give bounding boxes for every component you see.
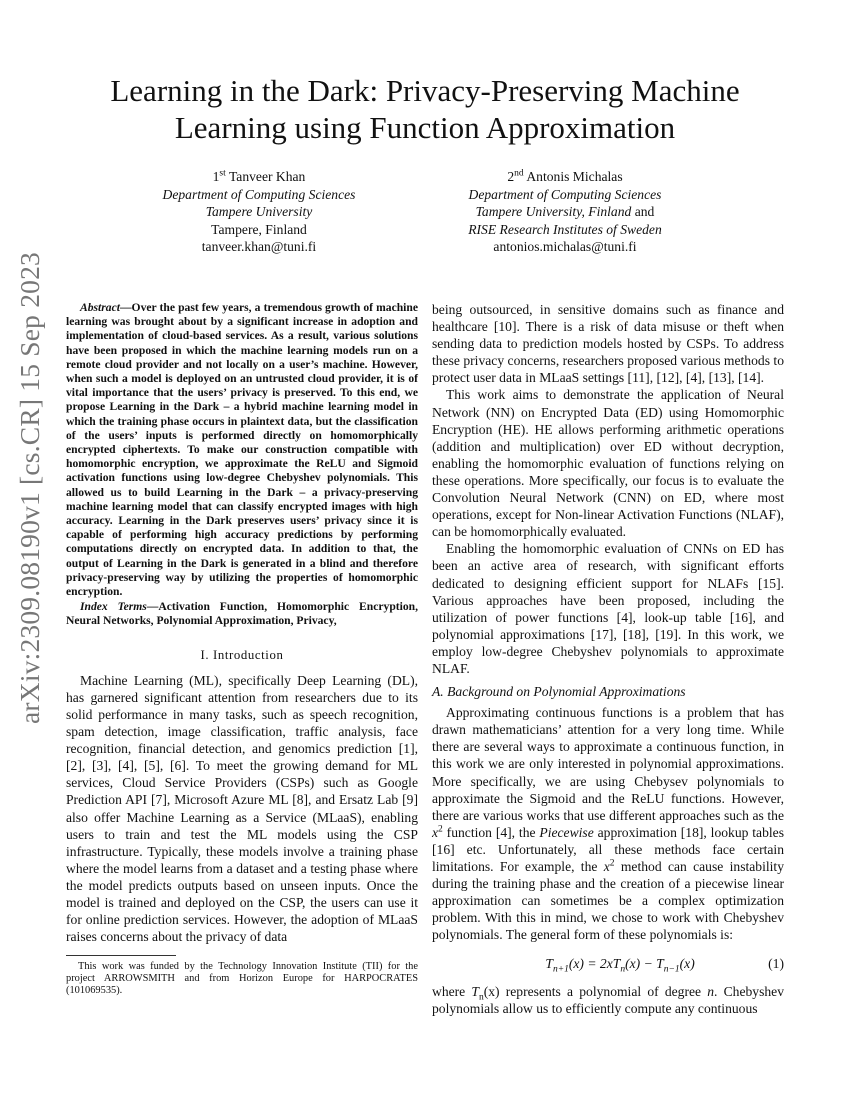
- author-location: Tampere, Finland: [211, 221, 307, 237]
- index-terms-lead: Index Terms: [80, 600, 147, 614]
- author-name: Tanveer Khan: [228, 169, 306, 184]
- paragraph-continued: being outsourced, in sensitive domains such as finance and healthcare [10]. There is a risk of data misuse or theft when sending data to prediction models hosted by CSPs. To address these privacy concerns, researchers proposed various methods to protect user data in MLaaS settings [11], [12], [4], [13], [14].: [432, 302, 784, 386]
- footnote-rule: [66, 955, 176, 956]
- paper-title: [60, 72, 790, 146]
- abstract: [66, 301, 418, 599]
- author-department: Department of Computing Sciences: [468, 186, 662, 202]
- paragraph-chebyshev: where $T_n(x)$ represents a polynomial of degree n. Chebyshev polynomials allow us to efficiently compute any continuous: [432, 983, 784, 1016]
- equation-body: $T_{n+1}(x) = 2xT_n(x) - T_{n-1}(x)$: [545, 956, 695, 976]
- author-ordinal: nd: [514, 168, 524, 179]
- index-terms: [66, 600, 418, 628]
- author-institute: RISE Research Institutes of Sweden: [468, 221, 662, 237]
- paragraph-he: This work aims to demonstrate the application of Neural Network (NN) on Encrypted Data (ED) using Homomorphic Encryption (HE). HE allows performing arithmetic operations (addition and multiplication) over ED without decryption, enabling the homomorphic evaluation of functions relying on these operations. More specifically, our focus is to evaluate the Convolution Neural Network (CNN) on ED, where most operations, except for Non-linear Activation Functions (NLAF), can be homomorphically evaluated.: [432, 387, 784, 540]
- author-block-1: [109, 168, 409, 256]
- paragraph-approximations: Approximating continuous functions is a problem that has drawn mathematicians’ attention for a very long time. While there are several ways to approximate a continuous function, in this work we are only interested in polynomial approximations. More specifically, we are using Chebysev polynomials to approximate the Sigmoid and the ReLU functions. However, there are various works that use different approaches such as the $x^2$ function [4], the Piecewise approximation [18], lookup tables [16] etc. Unfortunately, all these methods face certain limitations. For example, the $x^2$ method can cause instability during the training phase and the creation of a piecewise linear approximation can sometimes be a complex optimization problem. With this in mind, we chose to work with Chebyshev polynomials. The general form of these polynomials is:: [432, 705, 784, 943]
- author-university: Tampere University, Finland: [475, 204, 632, 219]
- author-block-2: [415, 168, 715, 256]
- author-university: Tampere University: [205, 204, 313, 219]
- index-terms-text: —Activation Function, Homomorphic Encryption, Neural Networks, Polynomial Approximation, Privacy,: [66, 600, 418, 628]
- author-number: 2: [507, 169, 515, 184]
- right-column: [432, 301, 784, 1017]
- author-email: tanveer.khan@tuni.fi: [201, 239, 317, 254]
- author-ordinal: st: [219, 168, 226, 179]
- author-number: 1: [212, 169, 220, 184]
- funding-footnote: This work was funded by the Technology Innovation Institute (TII) for the project ARROWSMITH and from Horizon Europe for HARPOCRATES (101069535).: [66, 961, 418, 997]
- author-email: antonios.michalas@tuni.fi: [493, 239, 637, 254]
- left-column: [66, 301, 418, 945]
- title-line-2: Learning using Function Approximation: [174, 110, 676, 145]
- author-name: Antonis Michalas: [526, 169, 623, 184]
- equation-number: (1): [768, 956, 784, 972]
- author-department: Department of Computing Sciences: [162, 186, 356, 202]
- equation-chebyshev-recurrence: [432, 955, 784, 976]
- subsection-heading-background: A. Background on Polynomial Approximations: [432, 684, 686, 700]
- footnote: [66, 961, 418, 998]
- intro-paragraph: Machine Learning (ML), specifically Deep Learning (DL), has garnered significant attention from researchers due to its solid performance in many tasks, such as speech recognition, spam detection, image classification, traffic analysis, face recognition, financial detection, and genomics prediction [1], [2], [3], [4], [5], [6]. To meet the growing demand for ML services, Cloud Service Providers (CSPs) such as Google Prediction API [7], Microsoft Azure ML [8], and Ersatz Lab [9] also offer Machine Learning as a Service (MLaaS), enabling users to train and test the ML models using the CSP infrastructure. Typically, these models involve a training phase where the model learns from a dataset and a testing phase where the model predicts outputs based on unseen inputs. Once the model is trained and deployed on the CSP, the users can use it for online prediction services. However, the adoption of MLaaS raises concerns about the privacy of data: [66, 672, 418, 945]
- abstract-text: —Over the past few years, a tremendous growth of machine learning was brought about by a significant increase in adoption and implementation of cloud-based services. As a result, various solutions have been proposed in which the machine learning models run on a remote cloud provider and not locally on a user’s machine. However, when such a model is deployed on an untrusted cloud provider, it is of vital importance that the users’ privacy is preserved. To this end, we propose Learning in the Dark – a hybrid machine learning model in which the training phase occurs in plaintext data, but the classification of the users’ inputs is performed directly on homomorphically encrypted ciphertexts. To make our construction compatible with homomorphic encryption, we approximate the ReLU and Sigmoid activation functions using low-degree Chebyshev polynomials. This allowed us to build Learning in the Dark – a privacy-preserving machine learning model that can classify encrypted images with high accuracy. Learning in the Dark preserves users’ privacy since it is capable of performing high accuracy predictions by performing computations directly on encrypted data. In addition to that, the output of Learning in the Dark is generated in a blind and therefore privacy-preserving way by utilizing the properties of homomorphic encryption.: [66, 301, 418, 599]
- arxiv-stamp: arXiv:2309.08190v1 [cs.CR] 15 Sep 2023: [14, 251, 45, 725]
- author-conjunction: and: [631, 204, 655, 219]
- abstract-lead: Abstract: [80, 301, 120, 314]
- section-heading-introduction: I. Introduction: [200, 647, 284, 662]
- title-line-1: Learning in the Dark: Privacy-Preserving Machine: [110, 73, 740, 108]
- paragraph-nlaf: Enabling the homomorphic evaluation of CNNs on ED has been an active area of research, with significant efforts dedicated to designing efficient support for NLAFs [15]. Various approaches have been proposed, including the utilization of power functions [4], look-up table [16], and polynomial approximations [17], [18], [19]. In this work, we employ low-degree Chebyshev polynomials to approximate NLAF.: [432, 541, 784, 676]
